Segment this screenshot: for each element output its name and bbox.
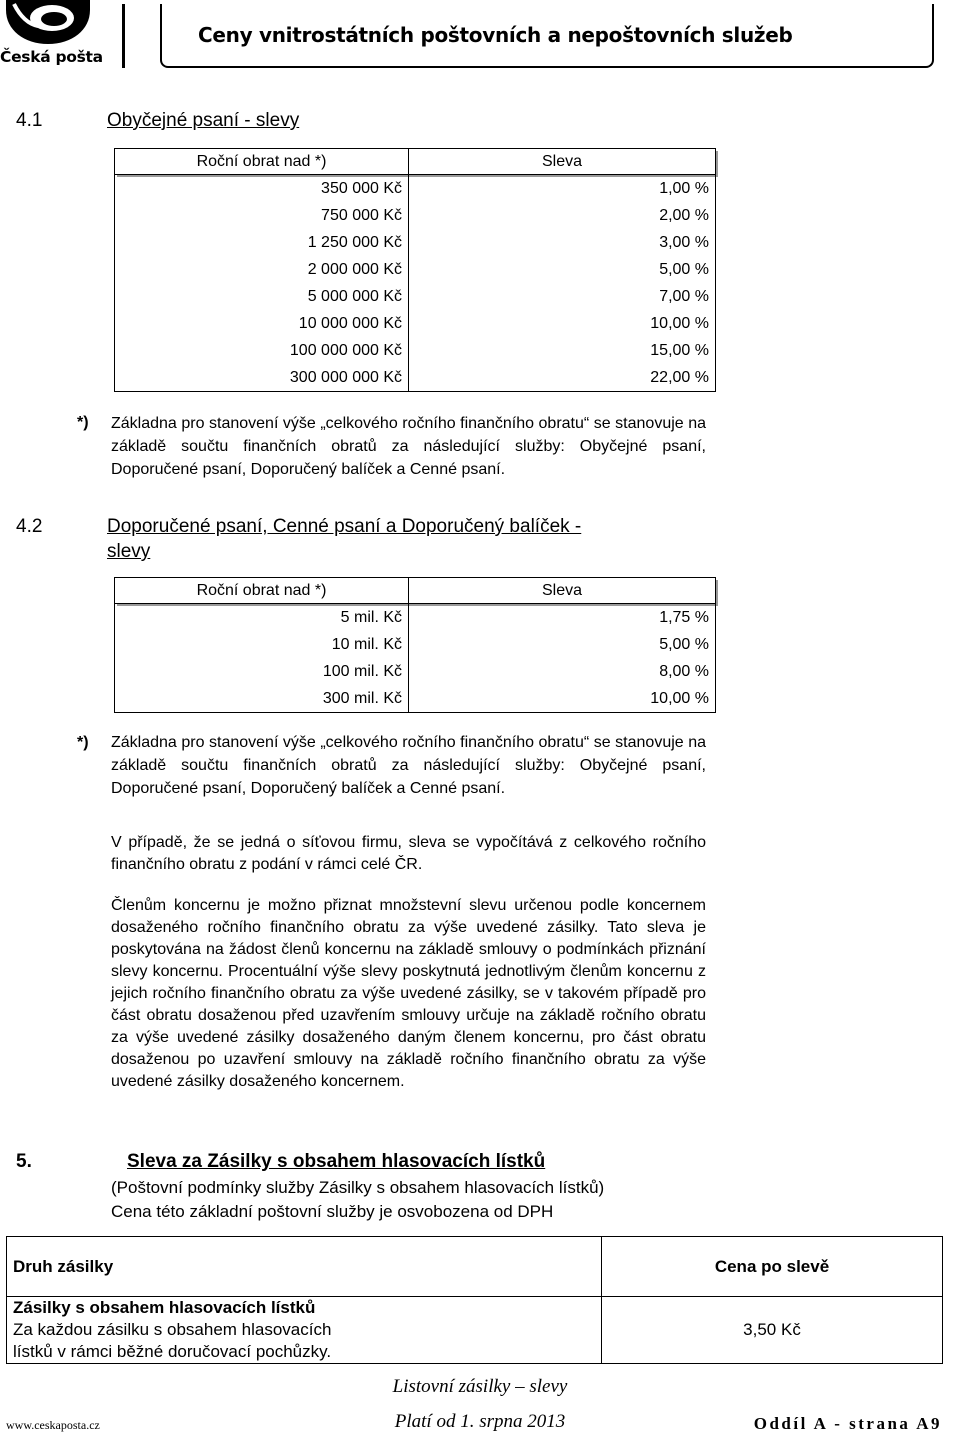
- discount-table-4-1: [114, 148, 716, 392]
- col-discount-header: Sleva: [409, 578, 716, 604]
- row-description: [7, 1297, 602, 1364]
- table-row: [115, 685, 716, 713]
- table-row: [115, 256, 716, 283]
- discount-percent: 5,00 %: [409, 631, 716, 658]
- table-row: [115, 631, 716, 658]
- col-turnover-header: Roční obrat nad *): [115, 578, 409, 604]
- section-4-2-heading: [16, 516, 716, 568]
- turnover-amount: 1 250 000 Kč: [115, 229, 409, 256]
- footnote-mark: *): [77, 734, 89, 751]
- table-row: [115, 229, 716, 256]
- row-desc-line2: lístků v rámci běžné doručovací pochůzky.: [13, 1342, 332, 1361]
- vat-note: Cena této základní poštovní služby je osvobozena od DPH: [111, 1202, 554, 1221]
- posthorn-icon: [2, 0, 94, 44]
- ballot-mail-price-table: [6, 1236, 943, 1364]
- row-desc-line1: Za každou zásilku s obsahem hlasovacích: [13, 1320, 332, 1339]
- discount-percent: 10,00 %: [409, 310, 716, 337]
- footer-valid-from: Platí od 1. srpna 2013: [394, 1411, 566, 1432]
- turnover-amount: 10 000 000 Kč: [115, 310, 409, 337]
- page-title: Ceny vnitrostátních poštovních a nepoštovních služeb: [198, 23, 793, 47]
- section-title-line2: slevy: [107, 541, 151, 562]
- concern-paragraph: Členům koncernu je možno přiznat množstevní slevu určenou podle koncernem dosaženého ročního finančního obratu za výše uvedené zásilky. Tato sleva je poskytována na žádost členů koncernu na základě smlouvy o podmínkách přiznání slevy koncernu. Procentuální výše slevy poskytnutá jednotlivým členům koncernu z jejich ročního finančního obratu za výše uvedené zásilky, se v takovém případě pro část obratu dosaženou před uzavřením smlouvy určuje na základě ročního obratu za výše uvedené zásilky dosaženého daným členem koncernu, pro část obratu dosaženou po uzavření smlouvy na základě ročního finančního obratu za výše uvedené zásilky dosaženého koncernem.: [111, 897, 706, 1090]
- footnote-text: Základna pro stanovení výše „celkového ročního finančního obratu“ se stanovuje na základě součtu finančních obratů za následující služby: Obyčejné psaní, Doporučené psaní, Doporučený balíček a Cenné psaní.: [111, 415, 706, 478]
- discount-percent: 3,00 %: [409, 229, 716, 256]
- turnover-amount: 750 000 Kč: [115, 202, 409, 229]
- discount-percent: 10,00 %: [409, 685, 716, 713]
- section-title: Sleva za Zásilky s obsahem hlasovacích lístků: [127, 1151, 546, 1172]
- col-price-header: Cena po slevě: [602, 1237, 943, 1297]
- turnover-amount: 5 000 000 Kč: [115, 283, 409, 310]
- turnover-amount: 300 000 000 Kč: [115, 364, 409, 392]
- discount-percent: 2,00 %: [409, 202, 716, 229]
- discount-percent: 15,00 %: [409, 337, 716, 364]
- turnover-amount: 300 mil. Kč: [115, 685, 409, 713]
- turnover-amount: 10 mil. Kč: [115, 631, 409, 658]
- header-divider: [122, 4, 125, 68]
- col-discount-header: Sleva: [409, 149, 716, 175]
- table-row: [7, 1297, 943, 1364]
- row-title: Zásilky s obsahem hlasovacích lístků: [13, 1298, 316, 1317]
- section-number: 5.: [16, 1151, 32, 1172]
- discount-percent: 1,75 %: [409, 604, 716, 632]
- turnover-amount: 5 mil. Kč: [115, 604, 409, 632]
- discount-percent: 8,00 %: [409, 658, 716, 685]
- discount-table-4-2: [114, 577, 716, 713]
- footer-section-label: Listovní zásilky – slevy: [392, 1376, 568, 1397]
- col-turnover-header: Roční obrat nad *): [115, 149, 409, 175]
- turnover-amount: 100 000 000 Kč: [115, 337, 409, 364]
- section-number: 4.1: [16, 110, 43, 131]
- discount-percent: 1,00 %: [409, 175, 716, 203]
- section-title-line1: Doporučené psaní, Cenné psaní a Doporučený balíček -: [107, 516, 582, 537]
- section-subtitle: (Poštovní podmínky služby Zásilky s obsahem hlasovacích lístků): [111, 1178, 605, 1197]
- footer-website-link[interactable]: www.ceskaposta.cz: [6, 1418, 100, 1432]
- section-4-1-heading: [16, 110, 616, 134]
- discount-percent: 5,00 %: [409, 256, 716, 283]
- table-row: [115, 283, 716, 310]
- table-row: [115, 202, 716, 229]
- turnover-amount: 350 000 Kč: [115, 175, 409, 203]
- footnote-mark: *): [77, 414, 89, 431]
- footer-page-ref: Oddíl A - strana A9: [753, 1414, 942, 1433]
- header-title-box: [160, 4, 934, 68]
- table-row: [115, 658, 716, 685]
- logo-text: Česká pošta: [0, 48, 103, 66]
- table-row: [115, 310, 716, 337]
- table-row: [115, 364, 716, 392]
- table-row: [115, 337, 716, 364]
- section-number: 4.2: [16, 516, 43, 537]
- network-firm-paragraph: V případě, že se jedná o síťovou firmu, sleva se vypočítává z celkového ročního finančního obratu z podání v rámci celé ČR.: [111, 834, 706, 873]
- section-title: Obyčejné psaní - slevy: [107, 110, 300, 131]
- discount-percent: 7,00 %: [409, 283, 716, 310]
- discount-percent: 22,00 %: [409, 364, 716, 392]
- footnote-text: Základna pro stanovení výše „celkového ročního finančního obratu“ se stanovuje na základě součtu finančních obratů za následující služby: Obyčejné psaní, Doporučené psaní, Doporučený balíček a Cenné psaní.: [111, 734, 706, 797]
- ceska-posta-logo: [0, 0, 103, 70]
- turnover-amount: 2 000 000 Kč: [115, 256, 409, 283]
- table-row: [115, 604, 716, 632]
- row-price: 3,50 Kč: [602, 1297, 943, 1364]
- table-row: [115, 175, 716, 203]
- turnover-amount: 100 mil. Kč: [115, 658, 409, 685]
- col-type-header: Druh zásilky: [7, 1237, 602, 1297]
- section-5-heading: [16, 1151, 716, 1175]
